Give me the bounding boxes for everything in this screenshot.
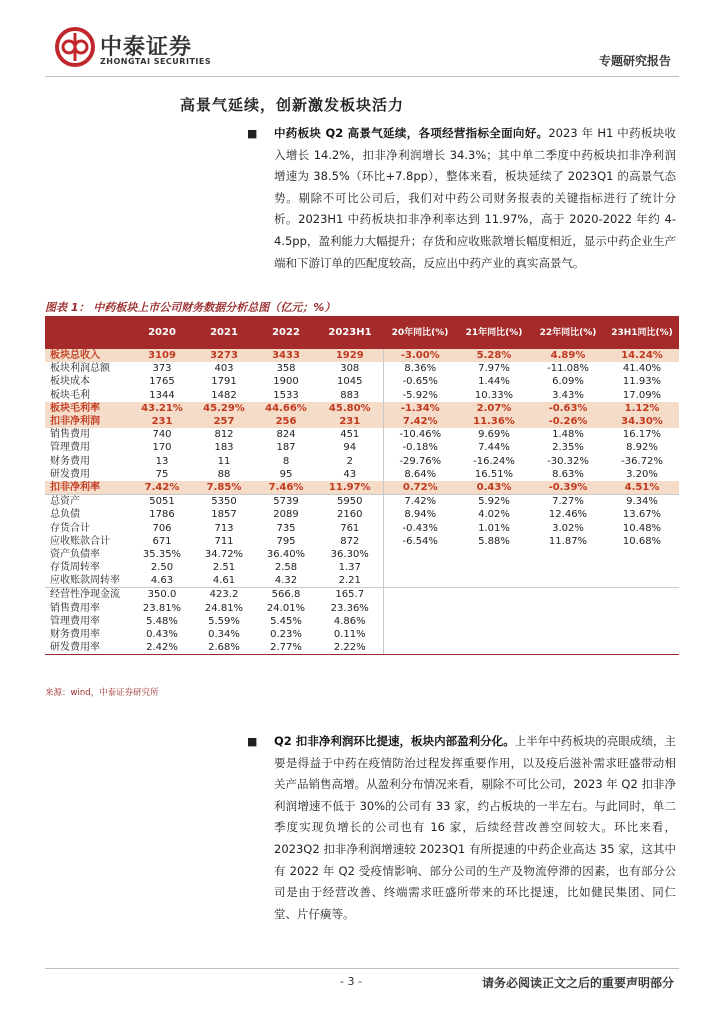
table-cell: 872 (340, 535, 360, 547)
table-cell: 44.66% (255, 402, 317, 415)
table-cell: 5051 (131, 495, 193, 509)
table-cell: 183 (214, 442, 234, 454)
table-cell: 3273 (193, 349, 255, 362)
row-label: 资产负债率 (50, 548, 100, 560)
table-cell: 2089 (273, 509, 299, 521)
table-cell: 16.17% (622, 429, 662, 441)
table-row (45, 495, 679, 509)
table-cell (457, 628, 531, 641)
table-cell: 5.45% (270, 615, 302, 627)
table-cell: 812 (214, 429, 234, 441)
table-cell: 451 (340, 429, 360, 441)
table-cell: -36.72% (621, 455, 663, 467)
table-cell: 4.51% (605, 481, 679, 495)
table-cell: 795 (276, 535, 296, 547)
table-cell: 706 (152, 522, 172, 534)
table-row (45, 481, 679, 495)
row-label: 板块成本 (50, 376, 90, 388)
table-row (45, 641, 679, 655)
table-cell: 1.12% (605, 402, 679, 415)
table-cell: 740 (152, 429, 172, 441)
table-cell: 3.02% (552, 522, 584, 534)
table-cell: 10.33% (474, 389, 514, 401)
row-label: 财务费用率 (50, 629, 100, 641)
table-cell: 1045 (337, 376, 363, 388)
footer-divider (45, 968, 679, 969)
table-cell: 75 (155, 468, 169, 480)
table-cell: -30.32% (547, 455, 589, 467)
table-cell (457, 548, 531, 561)
table-cell: 711 (214, 535, 234, 547)
table-cell (531, 628, 605, 641)
table-cell (605, 561, 679, 574)
table-cell: 358 (276, 363, 296, 375)
table-cell (605, 641, 679, 655)
table-cell: 35.35% (142, 548, 182, 560)
table-cell (383, 628, 457, 641)
table-cell: -6.54% (383, 535, 457, 548)
table-row (45, 615, 679, 628)
table-cell: 403 (214, 363, 234, 375)
table-cell (383, 588, 457, 602)
table-cell: 5950 (317, 495, 383, 509)
table-cell (531, 574, 605, 588)
table-cell: 761 (340, 522, 360, 534)
table-cell: 11.97% (317, 481, 383, 495)
table-cell: 4.61 (212, 575, 236, 587)
table-cell: 4.89% (531, 349, 605, 362)
figure-source: 来源：wind，中泰证券研究所 (45, 688, 159, 698)
row-label: 板块总收入 (45, 349, 131, 362)
footer-disclaimer: 请务必阅读正文之后的重要声明部分 (481, 976, 674, 990)
table-cell: 24.01% (266, 602, 306, 614)
table-cell: -16.24% (473, 455, 515, 467)
column-header: 2020 (131, 317, 193, 349)
table-cell: 5.88% (478, 535, 510, 547)
table-cell: 94 (343, 442, 357, 454)
table-cell: 7.46% (255, 481, 317, 495)
table-cell: 45.29% (193, 402, 255, 415)
table-cell: 0.43% (457, 481, 531, 495)
table-cell: 8.94% (383, 508, 457, 521)
table-cell: 5739 (255, 495, 317, 509)
table-cell: 2.42% (131, 641, 193, 655)
table-cell: 4.32 (274, 575, 298, 587)
table-cell: 2.22% (317, 641, 383, 655)
table-cell: -0.63% (531, 402, 605, 415)
table-cell (605, 588, 679, 602)
table-cell: 1900 (273, 376, 299, 388)
row-label: 研发费用 (50, 468, 90, 480)
table-cell: -0.43% (383, 521, 457, 534)
table-cell (605, 548, 679, 561)
table-cell: 2.07% (457, 402, 531, 415)
table-cell: -1.34% (383, 402, 457, 415)
table-row (45, 428, 679, 441)
table-cell: 0.11% (333, 629, 366, 641)
table-cell: 10.68% (622, 535, 662, 547)
table-cell: 43.21% (131, 402, 193, 415)
row-label: 存货周转率 (50, 562, 100, 574)
table-cell (383, 615, 457, 628)
table-cell: 1344 (149, 389, 175, 401)
table-cell: -29.76% (383, 455, 457, 468)
table-cell: 5.48% (146, 615, 178, 627)
table-cell: 713 (214, 522, 234, 534)
table-cell: 9.69% (478, 429, 510, 441)
figure-title-text: 图表 1： 中药板块上市公司财务数据分析总图（亿元；%） (45, 301, 336, 314)
table-cell: 41.40% (622, 363, 662, 375)
table-cell: 1.37 (338, 562, 361, 574)
table-cell: 5.28% (457, 349, 531, 362)
table-cell: 8.64% (383, 468, 457, 481)
table-cell: 4.86% (333, 615, 366, 627)
table-row (45, 574, 679, 588)
table-cell (531, 548, 605, 561)
table-cell: 11.93% (622, 376, 662, 388)
logo-cn: 中泰证券 (100, 35, 193, 60)
table-cell: 2.50 (150, 562, 174, 574)
column-header: 23H1同比(%) (605, 317, 679, 349)
table-cell: 7.97% (478, 363, 510, 375)
table-row (45, 362, 679, 375)
row-label: 销售费用 (50, 429, 90, 441)
table-cell: 7.42% (131, 481, 193, 495)
table-cell: 231 (131, 415, 193, 428)
figure-title (45, 296, 679, 317)
table-cell: 16.51% (474, 468, 514, 480)
row-label: 扣非净利润 (45, 415, 131, 428)
table-cell: 256 (255, 415, 317, 428)
table-cell: 11 (217, 455, 231, 467)
table-cell: 3.20% (626, 468, 658, 480)
table-row (45, 628, 679, 641)
table-cell (457, 588, 531, 602)
table-row (45, 441, 679, 454)
table-cell: 34.30% (605, 415, 679, 428)
bullet-icon: ■ (247, 127, 258, 140)
table-cell: 1857 (211, 509, 237, 521)
logo-en: ZHONGTAI SECURITIES (100, 57, 212, 66)
table-cell: 11.36% (457, 415, 531, 428)
table-cell: 95 (279, 468, 293, 480)
page-header (0, 0, 724, 80)
table-cell: 257 (193, 415, 255, 428)
table-cell: 9.34% (605, 495, 679, 509)
paragraph-1-body: 2023 年 H1 中药板块收入增长 14.2%，扣非净利润增长 34.3%；其中单二季度中药板块扣非净利润增速为 38.5%（环比+7.8pp），整体来看，板块延续了 2023Q1 的高景气态势。剔除不可比公司后，我们对中药公司财务报表的关键指标进行了统计分析。2023H1 中药板块扣非净利率达到 11.97%，高于 2020-2022 年约 4-4.5pp，盈利能力大幅提升；存货和应收账款增长幅度相近，显示中药企业生产端和下游订单的匹配度较高，反应出中药产业的真实高景气。 (274, 126, 676, 270)
table-cell: 5350 (193, 495, 255, 509)
table-row (45, 508, 679, 521)
table-cell: 170 (152, 442, 172, 454)
table-cell (605, 615, 679, 628)
table-cell: 566.8 (255, 588, 317, 602)
row-label: 存货合计 (50, 522, 90, 534)
row-label: 经营性净现金流 (45, 588, 131, 602)
column-header: 2022 (255, 317, 317, 349)
table-cell: 10.48% (622, 522, 662, 534)
row-label: 总负债 (50, 509, 80, 521)
table-cell: 735 (276, 522, 296, 534)
table-cell: 8.36% (383, 362, 457, 375)
zhongtai-logo-icon (55, 27, 95, 67)
table-row (45, 402, 679, 415)
table-cell: 36.40% (266, 548, 306, 560)
paragraph-2-body: 上半年中药板块的亮眼成绩，主要是得益于中药在疫情防治过程发挥重要作用，以及疫后滋补需求旺盛带动相关产品销售高增。从盈利分布情况来看，剔除不可比公司，2023 年 Q2 扣非净利润增速不低于 30%的公司有 33 家，约占板块的一半左右。与此同时，单二季度实现负增长的公司也有 16 家，后续经营改善空间较大。环比来看，2023Q2 扣非净利润增速较 2023Q1 有所提速的中药企业高达 35 家，这其中有 2022 年 Q2 受疫情影响、部分公司的生产及物流停滞的因素，也有部分公司是由于经营改善、终端需求旺盛所带来的环比提速，比如健民集团、同仁堂、片仔癀等。 (274, 734, 677, 921)
table-cell: 7.42% (383, 415, 457, 428)
table-cell: 0.72% (383, 481, 457, 495)
table-cell: 8 (282, 455, 290, 467)
table-cell: 7.42% (383, 495, 457, 509)
table-cell: 5.59% (208, 615, 240, 627)
table-cell: 4.63 (150, 575, 174, 587)
paragraph-2-lead: Q2 扣非净利润环比提速，板块内部盈利分化。 (274, 734, 515, 748)
row-label: 管理费用率 (50, 615, 100, 627)
table-cell (531, 615, 605, 628)
row-label: 销售费用率 (50, 602, 100, 614)
table-cell: 231 (317, 415, 383, 428)
table-cell: 423.2 (193, 588, 255, 602)
table-cell: 1.48% (552, 429, 584, 441)
column-header (45, 317, 131, 349)
table-cell: 13.67% (622, 509, 662, 521)
table-row (45, 455, 679, 468)
table-cell (383, 574, 457, 588)
table-cell: 13 (155, 455, 169, 467)
table-cell (605, 628, 679, 641)
table-cell: 7.27% (531, 495, 605, 509)
table-cell: -10.46% (383, 428, 457, 441)
table-cell: 12.46% (548, 509, 588, 521)
table-cell: 23.81% (142, 602, 182, 614)
row-label: 扣非净利率 (45, 481, 131, 495)
header-divider (45, 76, 679, 77)
table-cell (383, 548, 457, 561)
table-row (45, 349, 679, 362)
paragraph-1-lead: 中药板块 Q2 高景气延续，各项经营指标全面向好。 (274, 126, 549, 140)
table-cell: 1929 (317, 349, 383, 362)
table-row (45, 561, 679, 574)
row-label: 板块利润总额 (50, 363, 110, 375)
table-cell: 308 (340, 363, 360, 375)
row-label: 应收账款周转率 (50, 575, 120, 587)
table-cell (531, 602, 605, 615)
table-cell (457, 561, 531, 574)
report-type: 专题研究报告 (598, 54, 671, 68)
table-cell: -0.39% (531, 481, 605, 495)
table-row (45, 468, 679, 481)
table-cell (383, 602, 457, 615)
table-cell: 6.09% (552, 376, 584, 388)
row-label: 板块毛利率 (45, 402, 131, 415)
table-cell: 3.43% (552, 389, 584, 401)
table-cell: 165.7 (317, 588, 383, 602)
table-cell: 2160 (337, 509, 363, 521)
table-cell: 2.35% (552, 442, 584, 454)
table-cell (531, 561, 605, 574)
table-row (45, 602, 679, 615)
table-cell: 23.36% (330, 602, 369, 614)
table-row (45, 375, 679, 388)
table-cell: 824 (276, 429, 296, 441)
paragraph-1 (247, 123, 676, 274)
table-cell: -0.18% (383, 441, 457, 454)
table-cell: 2.21 (338, 575, 361, 587)
table-cell: -5.92% (383, 389, 457, 402)
table-cell: 14.24% (605, 349, 679, 362)
table-row (45, 548, 679, 561)
table-cell: 5.92% (457, 495, 531, 509)
table-cell: 1765 (149, 376, 175, 388)
table-cell: 45.80% (317, 402, 383, 415)
table-cell: 36.30% (330, 548, 369, 560)
table-row (45, 535, 679, 548)
table-cell: 1791 (211, 376, 237, 388)
table-cell: 24.81% (204, 602, 244, 614)
table-cell: 350.0 (131, 588, 193, 602)
row-label: 财务费用 (50, 455, 90, 467)
table-cell: 1533 (273, 389, 299, 401)
table-cell: 4.02% (478, 509, 510, 521)
row-label: 管理费用 (50, 442, 90, 454)
table-cell (457, 602, 531, 615)
table-cell: 883 (340, 389, 360, 401)
row-label: 总资产 (45, 495, 131, 509)
table-cell: 17.09% (622, 389, 662, 401)
section-title: 高景气延续，创新激发板块活力 (180, 96, 405, 114)
table-cell (383, 561, 457, 574)
table-cell: 0.23% (270, 629, 302, 641)
table-cell: 88 (217, 468, 231, 480)
table-cell: 1.01% (478, 522, 510, 534)
table-cell: 1482 (211, 389, 237, 401)
table-cell: -0.65% (383, 375, 457, 388)
table-cell: -11.08% (547, 363, 589, 375)
table-cell: 0.34% (208, 629, 240, 641)
table-row (45, 521, 679, 534)
table-cell: 3109 (131, 349, 193, 362)
table-cell: 34.72% (204, 548, 244, 560)
table-cell (457, 641, 531, 655)
table-cell: 7.44% (478, 442, 510, 454)
table-cell (531, 588, 605, 602)
table-cell: 8.92% (626, 442, 658, 454)
column-header: 2021 (193, 317, 255, 349)
table-cell: -3.00% (383, 349, 457, 362)
table-cell (605, 602, 679, 615)
column-header: 2023H1 (317, 317, 383, 349)
table-cell: 373 (152, 363, 172, 375)
page-number: - 3 - (340, 975, 362, 988)
table-cell: 11.87% (548, 535, 588, 547)
row-label: 板块毛利 (50, 389, 90, 401)
column-header: 21年同比(%) (457, 317, 531, 349)
table-cell: -0.26% (531, 415, 605, 428)
table-cell: 0.43% (146, 629, 178, 641)
table-cell (457, 615, 531, 628)
table-cell: 2.51 (212, 562, 236, 574)
column-header: 22年同比(%) (531, 317, 605, 349)
table-row (45, 588, 679, 602)
table-cell (531, 641, 605, 655)
table-cell: 2.77% (255, 641, 317, 655)
table-header-row (45, 317, 679, 349)
table-cell: 187 (276, 442, 296, 454)
bullet-icon: ■ (247, 735, 258, 748)
table-cell: 8.63% (552, 468, 584, 480)
financial-table (45, 317, 679, 655)
paragraph-2 (247, 731, 677, 925)
table-cell (605, 574, 679, 588)
table-cell: 1.44% (478, 376, 510, 388)
column-header: 20年同比(%) (383, 317, 457, 349)
table-cell (383, 641, 457, 655)
table-cell: 671 (152, 535, 172, 547)
table-body (45, 349, 679, 655)
table-cell: 1786 (149, 509, 175, 521)
row-label: 研发费用率 (45, 641, 131, 655)
table-row (45, 415, 679, 428)
table-cell: 7.85% (193, 481, 255, 495)
row-label: 应收账款合计 (50, 535, 110, 547)
table-cell: 2.58 (274, 562, 298, 574)
table-cell (457, 574, 531, 588)
table-cell: 2 (346, 455, 353, 467)
table-cell: 3433 (255, 349, 317, 362)
table-cell: 43 (343, 468, 357, 480)
table-cell: 2.68% (193, 641, 255, 655)
table-row (45, 389, 679, 402)
